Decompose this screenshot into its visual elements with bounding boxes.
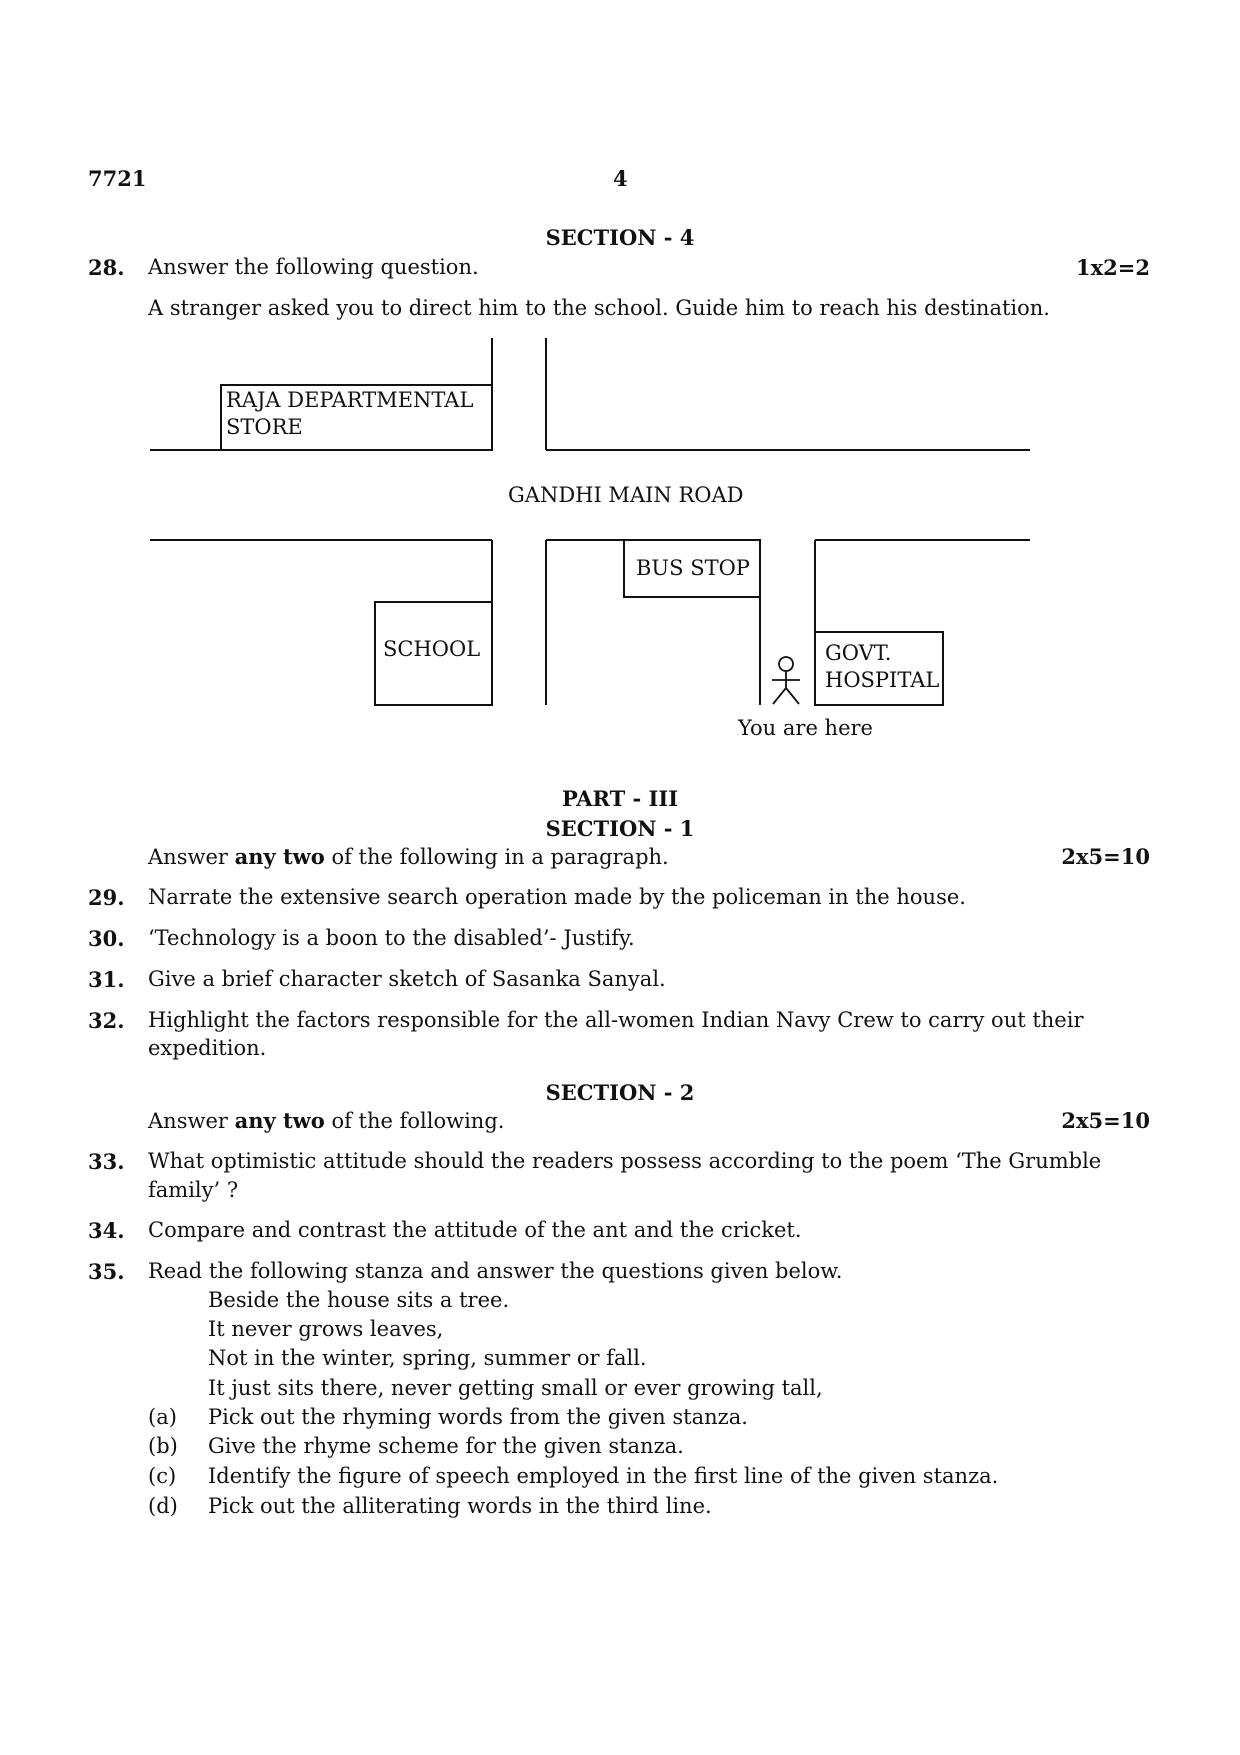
q34-text: Compare and contrast the attitude of the ant and the cricket. xyxy=(148,1218,802,1242)
section-1-title: SECTION - 1 xyxy=(545,816,695,841)
q28-number: 28. xyxy=(88,255,125,280)
q33-text-line1: What optimistic attitude should the readers possess according to the poem ‘The Grumble xyxy=(148,1149,1102,1173)
stanza-line: It just sits there, never getting small or ever growing tall, xyxy=(208,1376,823,1400)
q28-instruction: Answer the following question. xyxy=(148,255,479,279)
sub-question-text: Identify the figure of speech employed in the first line of the given stanza. xyxy=(208,1464,999,1488)
q29-text: Narrate the extensive search operation made by the policeman in the house. xyxy=(148,885,966,909)
bus-stop-label: BUS STOP xyxy=(636,556,750,580)
q30-number: 30. xyxy=(88,926,125,951)
page-number: 4 xyxy=(613,166,628,191)
q33-text-line2: family’ ? xyxy=(148,1178,239,1202)
section-2-instruction: Answer any two of the following. xyxy=(148,1108,505,1133)
section-2-marks: 2x5=10 xyxy=(1061,1108,1150,1133)
sub-question-label: (b) xyxy=(148,1434,178,1458)
sub-question-label: (d) xyxy=(148,1494,178,1518)
road-label: GANDHI MAIN ROAD xyxy=(508,483,744,507)
section-4-title: SECTION - 4 xyxy=(545,225,695,250)
q33-number: 33. xyxy=(88,1149,125,1174)
stanza-line: Not in the winter, spring, summer or fall. xyxy=(208,1346,647,1370)
paper-code: 7721 xyxy=(88,166,147,191)
stanza-line: Beside the house sits a tree. xyxy=(208,1288,510,1312)
q30-text: ‘Technology is a boon to the disabled’- Justify. xyxy=(148,926,635,950)
q31-text: Give a brief character sketch of Sasanka Sanyal. xyxy=(148,967,666,991)
q28-marks: 1x2=2 xyxy=(1076,255,1150,280)
section-2-title: SECTION - 2 xyxy=(545,1080,695,1105)
q35-text: Read the following stanza and answer the questions given below. xyxy=(148,1259,843,1283)
section-1-marks: 2x5=10 xyxy=(1061,844,1150,869)
hospital-label-line1: GOVT. xyxy=(825,641,892,665)
store-label-line2: STORE xyxy=(226,415,303,439)
sub-question-text: Pick out the rhyming words from the given stanza. xyxy=(208,1405,748,1429)
hospital-label-line2: HOSPITAL xyxy=(825,668,940,692)
q34-number: 34. xyxy=(88,1218,125,1243)
person-icon xyxy=(772,657,800,704)
sub-question-label: (a) xyxy=(148,1405,177,1429)
section-1-instruction: Answer any two of the following in a paragraph. xyxy=(148,844,669,869)
direction-map xyxy=(0,0,1240,760)
sub-question-text: Give the rhyme scheme for the given stanza. xyxy=(208,1434,684,1458)
you-are-here-label: You are here xyxy=(738,716,873,740)
q28-text: A stranger asked you to direct him to the school. Guide him to reach his destination. xyxy=(148,296,1050,320)
sub-question-text: Pick out the alliterating words in the third line. xyxy=(208,1494,712,1518)
school-label: SCHOOL xyxy=(383,637,481,661)
q31-number: 31. xyxy=(88,967,125,992)
q32-number: 32. xyxy=(88,1008,125,1033)
part-3-title: PART - III xyxy=(561,786,679,811)
store-label-line1: RAJA DEPARTMENTAL xyxy=(226,388,474,412)
q35-number: 35. xyxy=(88,1259,125,1284)
q32-text-line1: Highlight the factors responsible for the all-women Indian Navy Crew to carry out their xyxy=(148,1008,1084,1032)
sub-question-label: (c) xyxy=(148,1464,177,1488)
stanza-line: It never grows leaves, xyxy=(208,1317,444,1341)
q29-number: 29. xyxy=(88,885,125,910)
q32-text-line2: expedition. xyxy=(148,1036,267,1060)
